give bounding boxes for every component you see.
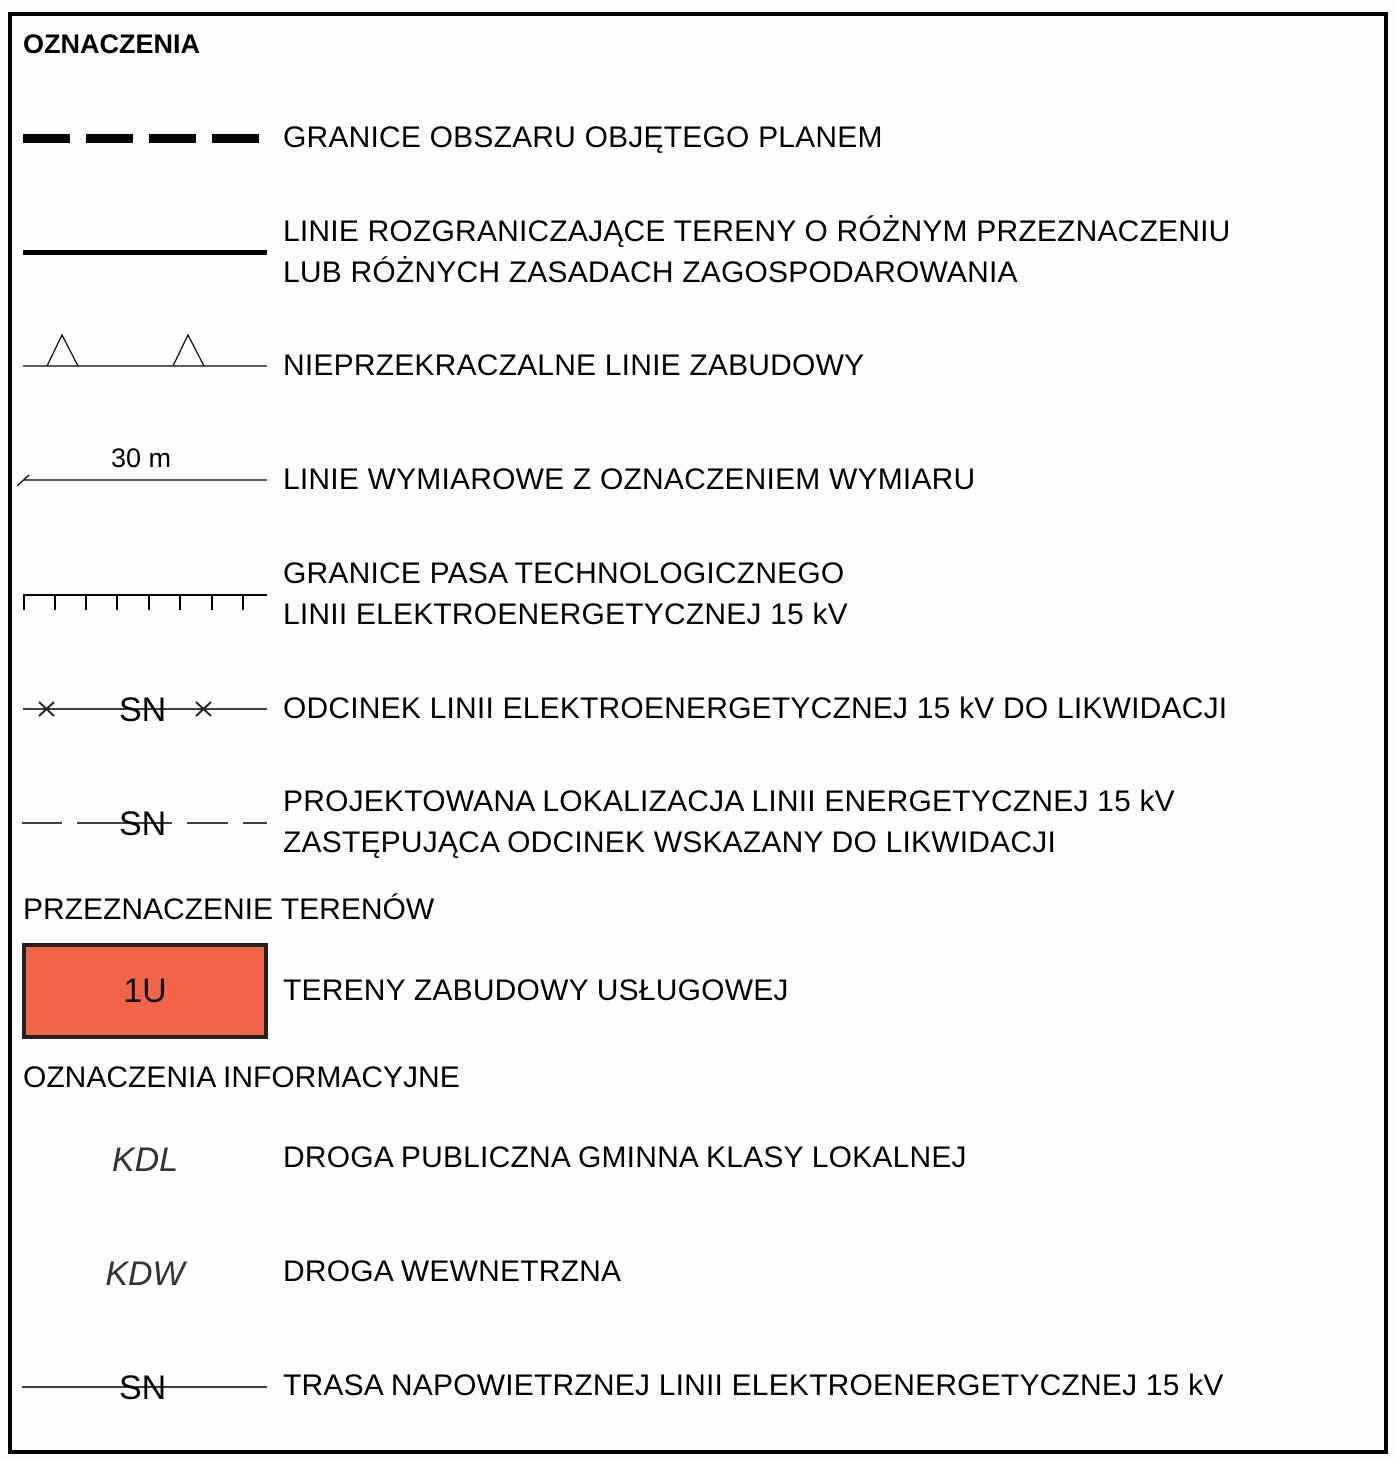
legend-item-label: LINIE WYMIAROWE Z OZNACZENIEM WYMIARU [283,463,976,496]
legend-item-label: ZASTĘPUJĄCA ODCINEK WSKAZANY DO LIKWIDACJI [283,826,1056,859]
tech-strip-symbol [23,595,267,610]
legend-item-label: GRANICE PASA TECHNOLOGICZNEGO [283,557,845,590]
legend-item-label: NIEPRZEKRACZALNE LINIE ZABUDOWY [283,349,865,382]
road-code-kdl: KDL [111,1141,179,1179]
land-use-label: TERENY ZABUDOWY USŁUGOWEJ [283,974,789,1007]
building-line-symbol [23,335,267,366]
thick-dashed-line-symbol [23,134,259,143]
legend-item-label: LINII ELEKTROENERGETYCZNEJ 15 kV [283,598,848,631]
sn-label: SN [119,805,167,843]
land-use-code: 1U [123,972,167,1010]
info-item-label: TRASA NAPOWIETRZNEJ LINII ELEKTROENERGETYCZNEJ 15 kV [283,1369,1224,1402]
dimension-label: 30 m [111,443,172,473]
info-item-label: DROGA PUBLICZNA GMINNA KLASY LOKALNEJ [283,1141,967,1174]
sn-label: SN [119,691,167,729]
legend-item-label: GRANICE OBSZARU OBJĘTEGO PLANEM [283,121,883,154]
land-use-heading: PRZEZNACZENIE TERENÓW [23,893,435,926]
solid-line-symbol [23,250,267,255]
legend-item-label: LUB RÓŻNYCH ZASADACH ZAGOSPODAROWANIA [283,256,1018,289]
legend-item-label: PROJEKTOWANA LOKALIZACJA LINII ENERGETYCZNEJ 15 kV [283,785,1175,818]
sn-label: SN [119,1369,167,1407]
road-code-kdw: KDW [105,1255,185,1293]
info-item-label: DROGA WEWNETRZNA [283,1255,622,1288]
dimension-line-symbol [17,475,267,486]
legend-item-label: ODCINEK LINII ELEKTROENERGETYCZNEJ 15 kV DO LIKWIDACJI [283,692,1228,725]
legend-item-label: LINIE ROZGRANICZAJĄCE TERENY O RÓŻNYM PRZEZNACZENIU [283,215,1231,248]
land-use-swatch-1u [22,943,268,1039]
legend-title: OZNACZENIA [23,29,200,59]
info-heading: OZNACZENIA INFORMACYJNE [23,1061,460,1094]
